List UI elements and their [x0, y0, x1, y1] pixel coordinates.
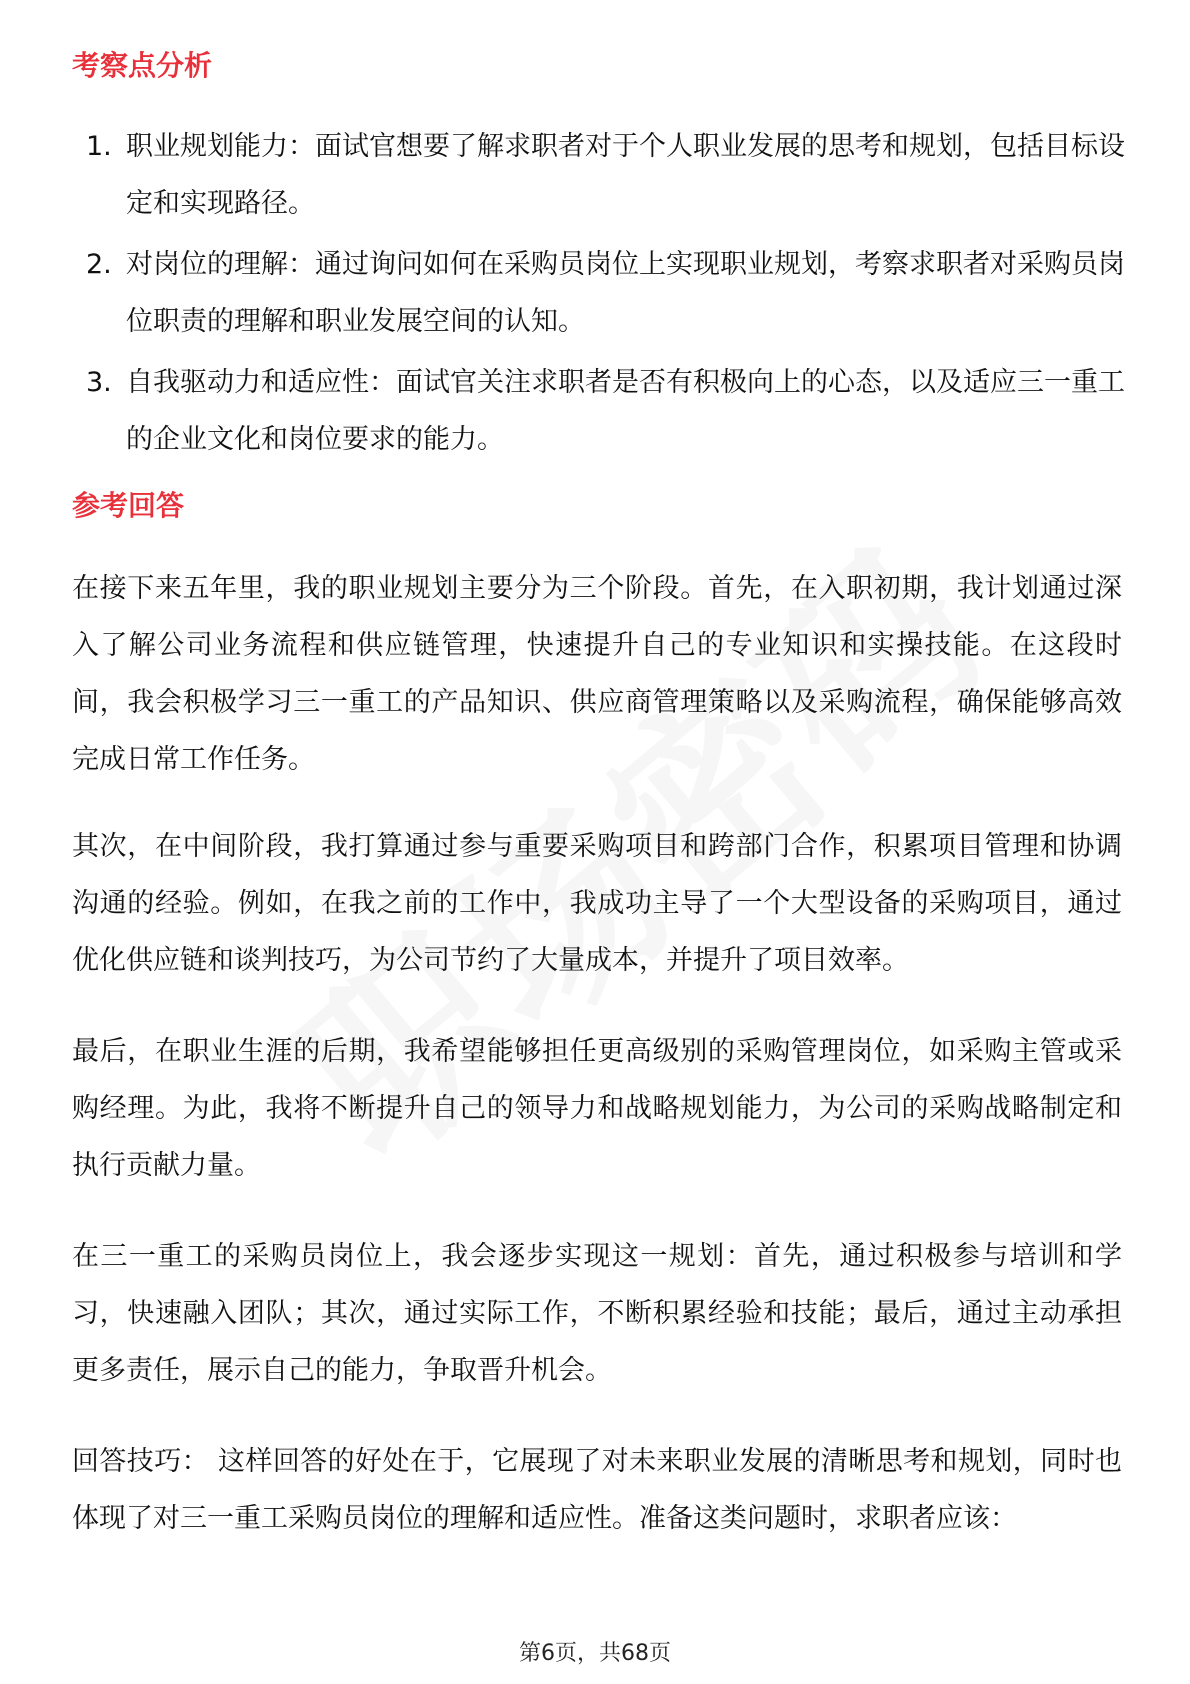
- list-item-text: 自我驱动力和适应性：面试官关注求职者是否有积极向上的心态，以及适应三一重工的企业文化和岗位要求的能力。: [126, 367, 1125, 455]
- analysis-list: [86, 118, 1126, 472]
- answer-paragraph-3: 最后，在职业生涯的后期，我希望能够担任更高级别的采购管理岗位，如采购主管或采购经理。为此，我将不断提升自己的领导力和战略规划能力，为公司的采购战略制定和执行贡献力量。: [72, 1036, 1122, 1181]
- page-number-footer: 第6页，共68页: [519, 1641, 671, 1666]
- answer-paragraph-2: 其次，在中间阶段，我打算通过参与重要采购项目和跨部门合作，积累项目管理和协调沟通的经验。例如，在我之前的工作中，我成功主导了一个大型设备的采购项目，通过优化供应链和谈判技巧，为公司节约了大量成本，并提升了项目效率。: [72, 831, 1122, 976]
- answer-tips-paragraph: 回答技巧： 这样回答的好处在于，它展现了对未来职业发展的清晰思考和规划，同时也体现了对三一重工采购员岗位的理解和适应性。准备这类问题时，求职者应该：: [72, 1446, 1122, 1534]
- answer-paragraph-4: 在三一重工的采购员岗位上，我会逐步实现这一规划：首先，通过积极参与培训和学习，快速融入团队；其次，通过实际工作，不断积累经验和技能；最后，通过主动承担更多责任，展示自己的能力，争取晋升机会。: [72, 1241, 1122, 1386]
- list-item: [86, 354, 1126, 468]
- answer-paragraph-1: 在接下来五年里，我的职业规划主要分为三个阶段。首先，在入职初期，我计划通过深入了解公司业务流程和供应链管理，快速提升自己的专业知识和实操技能。在这段时间，我会积极学习三一重工的产品知识、供应商管理策略以及采购流程，确保能够高效完成日常工作任务。: [72, 573, 1122, 775]
- section-title-reference-answer: 参考回答: [72, 489, 185, 522]
- list-item: [86, 118, 1126, 232]
- list-item: [86, 236, 1126, 350]
- list-item-number: 2.: [86, 249, 112, 280]
- list-item-number: 3.: [86, 367, 112, 398]
- section-title-analysis: 考察点分析: [72, 49, 213, 82]
- list-item-text: 职业规划能力：面试官想要了解求职者对于个人职业发展的思考和规划，包括目标设定和实现路径。: [126, 131, 1125, 219]
- list-item-text: 对岗位的理解：通过询问如何在采购员岗位上实现职业规划，考察求职者对采购员岗位职责的理解和职业发展空间的认知。: [126, 249, 1125, 337]
- list-item-number: 1.: [86, 131, 112, 162]
